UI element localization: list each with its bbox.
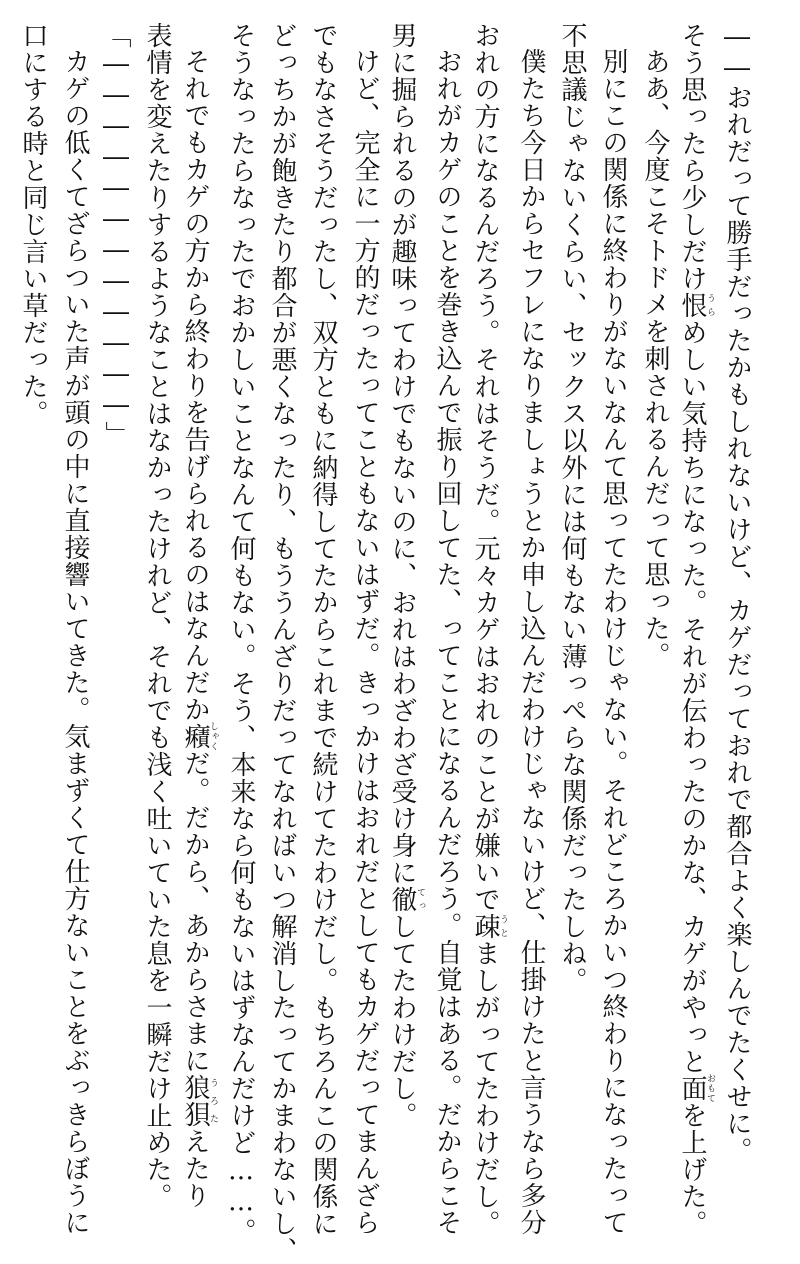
ruby-word: 癪しゃく [180,721,218,752]
text-column-7 [470,22,508,1237]
text-column-17: カゲの低くてざらついた声が頭の中に直接響いてきた。気まずくて仕方ないことをぶっきらぼうに [60,48,90,1236]
dialogue-dash-column: 「――――――――――――」 [101,22,131,448]
text-column-10: けど、完全に一方的だったってこともないはずだ。きっかけはおれだとしてもカゲだってまんざら [350,48,380,1236]
text-segment: ましがってたわけだし。 [470,940,500,1237]
text-column-11: でもなさそうだったし、双方ともに納得してたからこれまで続けてたわけだし。もちろんこの関係に [308,22,338,1237]
text-segment: おれの方になるんだろう。それはそうだ。元々カゲはおれのことが嫌いで [470,22,500,913]
text-segment: を上げた。 [677,1102,707,1237]
ruby-word: 恨うら [677,292,715,319]
text-segment: めしい気持ちになった。それが伝わったのかな、カゲがやっと [677,319,707,1075]
text-segment: そうなったらなったでおかしいことなんて何もない。そう、本来なら何もないはずなんだけど……。 [226,22,256,1245]
text-segment: そう思ったら少しだけ [677,22,707,292]
text-segment: してたわけだし。 [387,913,417,1129]
text-segment: それでもカゲの方から終わりを告げられるのはなんだか [180,48,210,723]
text-column-5: 不思議じゃないくらい、セックス以外には何もない薄っぺらな関係だったしね。 [557,22,587,994]
text-column-15: 表情を変えたりするようなことはなかったけれど、それでも浅く吐いていた息を一瞬だけ止めた。 [142,22,172,1210]
ruby-word: 徹てっ [387,886,425,913]
text-segment: 男に掘られるのが趣味ってわけでもないのに、おれはわざわざ受け身に [387,22,417,886]
text-column-3: ああ、今度こそトドメを刺されるんだって思った。 [640,48,670,669]
ruby-word: 面おもて [677,1073,715,1104]
text-column-13 [222,22,260,1245]
text-segment: おれがカゲのことを巻き込んで振り回してた、ってことになるんだろう。自覚はある。だからこそ [432,48,462,1236]
text-column-1: ――おれだって勝手だったかもしれないけど、カゲだっておれで都合よく楽しんでたくせに。 [722,22,752,1164]
text-column-2 [677,22,715,1237]
ruby-word: 疎うと [470,913,508,940]
text-column-9 [387,22,425,1129]
text-column-6: 僕たち今日からセフレになりましょうとか申し込んだわけじゃないけど、仕掛けたと言うなら多分 [516,48,546,1236]
text-segment: えたり [180,1128,210,1209]
text-column-18: 口にする時と同じ言い草だった。 [18,22,48,427]
text-segment: だ。だから、あからさまに [180,750,210,1074]
ruby-word: 狼狽うろた [180,1074,218,1128]
text-column-4: 別にこの関係に終わりがないなんて思ってたわけじゃない。それどころかいつ終わりになったって [598,48,628,1236]
text-column-12: どっちかが飽きたり都合が悪くなったり、もううんざりだってなればいつ解消したってかまわないし、 [267,22,297,1264]
text-column-8 [428,48,466,1236]
text-column-14 [180,48,218,1209]
